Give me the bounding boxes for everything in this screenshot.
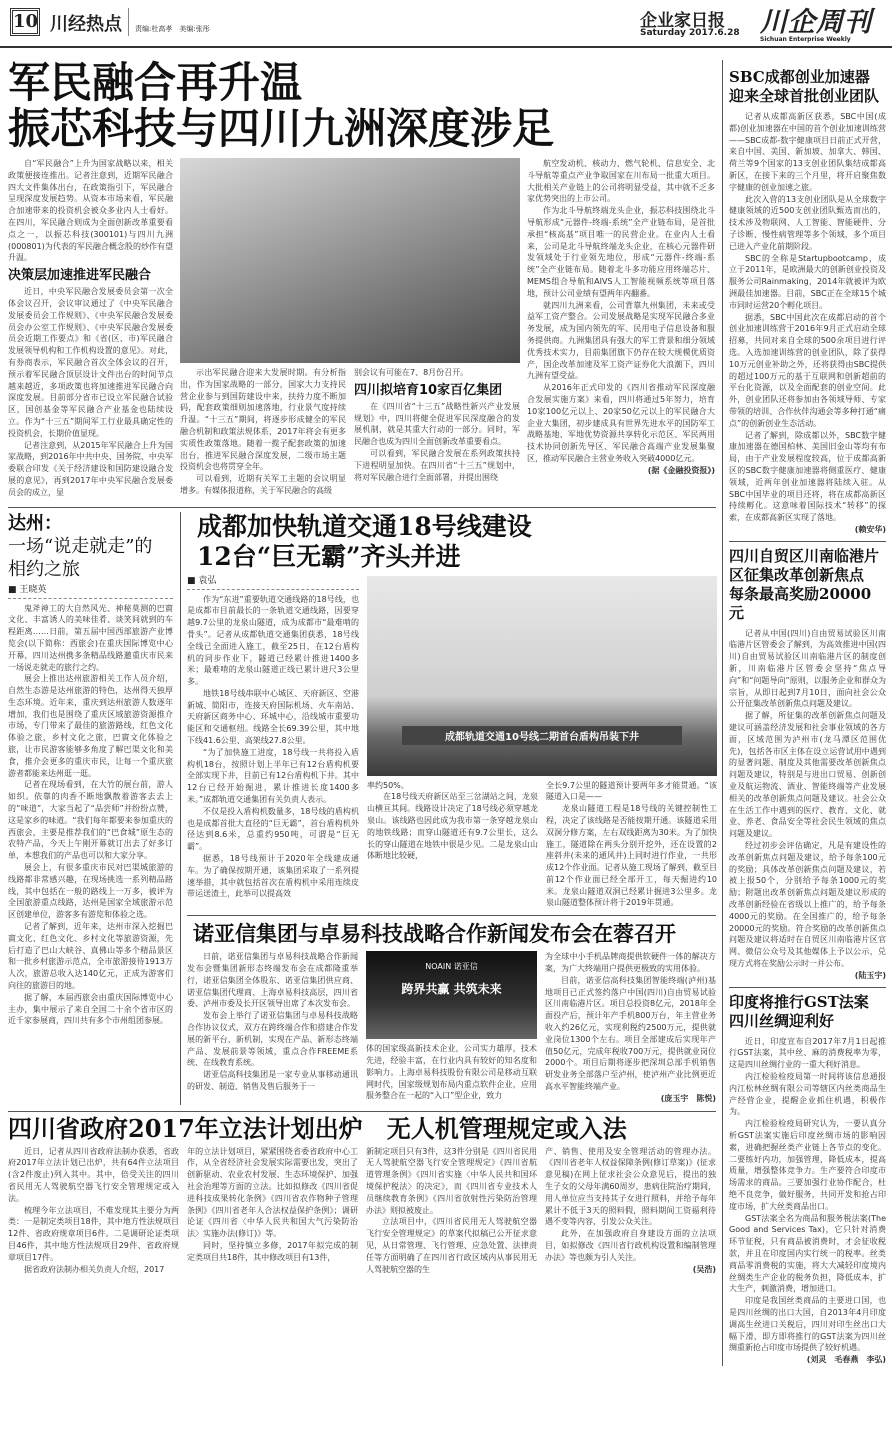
photo-logo-text: NOAIN 诺亚信 xyxy=(425,962,478,972)
article-gst xyxy=(729,993,886,1366)
source-credit: (刘灵 毛春燕 李弘) xyxy=(806,1355,886,1365)
paragraph: 据悉，18号线预计于2020年全线建成通车。为了确保按期开通，该集团采取了一系列提速举措，其中就包括首次在盾构机中采用连续皮带运送渣土，此举可以提高效 xyxy=(187,854,359,899)
paragraph: 年的立法计划项目，紧紧围绕省委省政府中心工作，从全省经济社会发展实际需要出发，突出了创新驱动、农业农村发展、生态环境保护、加强社会治理等方面的立法。比如拟修改《四川省促进科技成果转化条例》《四川省农作物种子管理条例》《四川省老年人合法权益保护条例》；调研论证《四川省〈中华人民共和国大气污染防治法〉实施办法(修订)》等。 xyxy=(187,1146,358,1239)
article-nuoya xyxy=(187,915,716,1104)
paragraph: 记者从成都高新区获悉，SBC中国(成都)创业加速器在中国的首个创业加速训练营——SBC成都-数字健康项目日前正式开营，来自中国、美国、新加坡、加拿大、韩国、荷兰等9个国家的13支创业团队集结成都高新区，在接下来的三个月里，将开启聚焦数字健康的创业加速之旅。 xyxy=(729,112,886,192)
paragraph: 近日，记者从四川省政府法制办获悉，省政府2017年立法计划已出炉，共有64件立法项目(含2件废止)列入其中。其中，倍受关注的四川省民用无人驾驶航空器飞行安全管理规定或入法。 xyxy=(8,1146,179,1203)
a1-col1 xyxy=(8,158,173,499)
legis-col1 xyxy=(8,1146,179,1276)
paragraph: “为了加快施工进度，18号线一共将投入盾构机18台，按照计划上半年已有12台盾构机要全部实现下井，目前已有12台盾构机下井。其中12台已经开始掘进，累计推进长度1400多米。”成都轨道交通集团有关负责人表示。 xyxy=(187,747,359,805)
headline-line-2: 四川丝绸迎利好 xyxy=(729,1011,835,1030)
a1-col3 xyxy=(354,367,520,497)
headline-ftz xyxy=(729,547,886,623)
paragraph: 龙泉山隧道工程是18号线的关键控制性工程，决定了该线路是否能按期开通。该隧道采用双洞分修方案，左右双线距离为30米。为了加快施工，隧道除在两头分别开挖外，还在设置的2座斜井(未来的通风井)上同时进行作业，一共形成12个作业面。记者从施工现场了解到，截至目前12个作业面已经全部开工，每天掘进约10米。龙泉山隧道双洞已经累计掘进3公里多。龙泉山隧道整体预计将于2019年贯通。 xyxy=(546,804,717,908)
factory-workers-photo xyxy=(180,158,520,363)
article-legislation xyxy=(8,1111,716,1276)
headline-line-1: 四川自贸区川南临港片 xyxy=(729,546,880,565)
rail-col1 xyxy=(187,594,359,901)
paragraph: 新制定项目只有3件，这3件分别是《四川省民用无人驾驶航空器飞行安全管理规定》《四川省航道管理条例》《四川省实施〈中华人民共和国环境保护税法〉的决定》，而《四川省专业技术人员继续教育条例》《四川省放射性污染防治管理办法》则拟被废止。 xyxy=(366,1146,537,1215)
issue-date: Saturday 2017.6.28 xyxy=(640,28,740,38)
nuoya-col2 xyxy=(366,1043,537,1102)
page-header xyxy=(0,0,892,48)
paragraph: 发布会上举行了诺亚信集团与卓易科技战略合作协议仪式，双方在跨终端合作和搭建合作发展的新平台、新机制，实现在产品、新形态终端产品、发展前景等领域，重点合作FREEME系统、在线教育系统。 xyxy=(187,1011,358,1068)
paragraph: 立法项目中，《四川省民用无人驾驶航空器飞行安全管理规定》的草案代拟稿已公开征求意见，从日常管理、飞行管理、应急处置、法律责任等方面明确了在四川省行政区域内从事民用无人驾驶航空器的生 xyxy=(366,1217,537,1274)
paragraph: 记者在现场看到，在大竹的展台前，游人如织。依靠的肉香不断地飘散着游客去去上的“味道”，大家当起了“品尝师”并纷纷点赞，这是家乡的味道。“我们每年都要来参加重庆的西旅会，主要是推荐我们的“巴食城”原生态的农特产品，今天上午刚开幕就订出去了好多订单，本想我们的产品也可以和大家分享。 xyxy=(8,780,173,861)
sbc-body xyxy=(729,111,886,536)
nuoya-col1 xyxy=(187,951,358,1104)
paragraph: 同时，坚持慎立多修，2017年拟完成的制定类项目共18件，其中修改项目有13件， xyxy=(187,1241,358,1262)
right-column xyxy=(722,60,886,1366)
paragraph: 据了解，所征集的改革创新焦点问题及建议可涵盖经济发展和社会事业领域的各方面，区域范围为泸州市(龙马潭区范围优先)，包括各市区主体在设立运营试用中遇到的显著问题、制度及其他需要改革创新焦点问题及建议，特别是与进出口贸易、创新创业及航运物流、酒业、智能终端等产业发展相关的改革创新焦点问题及建议。社会公众在生活工作中遇到的医疗、教育、文化、就业、养老、食品安全等社会民生领域的焦点问题及建议。 xyxy=(729,711,886,839)
source-credit: (赖安华) xyxy=(854,524,886,534)
paragraph: 示出军民融合迎来大发展时期。有分析指出，作为国家战略的一部分，国家大力支持民营企业参与到国防建设中来，扶持力度不断加码，配套政策细则加速落地，行业景气度持续升温。“十三五”期间，将逐步形成健全的军民融合机制和政策法规体系，2017年将会有更多实质性政策落地。随着一揽子配套政策的加速出台，推进军民融合深度发展，二级市场主题投资机会也将贯穿全年。 xyxy=(180,368,346,472)
photo-slogan: 跨界共赢 共筑未来 xyxy=(401,982,502,997)
headline-military-civil xyxy=(8,60,716,152)
headline-line-2: 迎来全球首批创业团队 xyxy=(729,87,880,105)
headline-line-1: 达州： xyxy=(8,512,62,534)
paragraph: 内江检验检疫局第一时间将该信息通报内江松林丝绸有限公司等辖区内丝类商品生产经营企业，提醒企业抓住机遇，积极作为。 xyxy=(729,1071,886,1117)
article-rail xyxy=(187,512,716,910)
dz-body xyxy=(8,603,173,1028)
headline-line-1: SBC成都创业加速器 xyxy=(729,68,870,86)
logo-text: 川企周刊 xyxy=(760,7,872,38)
paragraph: 据悉，SBC中国此次在成都启动的首个创业加速训练营于2016年9月正式启动全球招募，共同对来自全球的500余项目进行评选。入选加速训练营的创业团队，除了获得10万元创业补助之外，还将获得由SBC提供的超过100万元的基于互联网和创新超前的平台化资源，以及全面配套的创业空间。此外，创业团队还将参加由各领域导师、专家带领的培训、合作伙伴沟通会等多种打通“痛点”的创新创业生态活动。 xyxy=(729,312,886,428)
paragraph: 梳理今年立法项目，不难发现其主要分为两类：一是制定类项目18件，其中地方性法规项目12件、省政府规章项目6件。二是调研论证类项目46件，其中地方性法规项目29件、省政府规章项目17件。 xyxy=(8,1205,179,1262)
paragraph: 在《四川省“十三五”战略性新兴产业发展规划》中，四川将健全促进军民深度融合的发展机制，就是其重大行动的一部分。同时，军民融合也成为四川全面创新改革重要看点。 xyxy=(354,401,520,447)
paragraph: 目前，诺亚信高科技集团智能终端(泸州)基地项目已正式签约落户中国(四川)自由贸易试验区川南临港片区。项目总投资8亿元，2018年全面投产后，预计年产手机800万台，年主营业务收入约26亿元，实现利税约2500万元，提供就业岗位1300个左右。项目全部建成后实现年产值50亿元，完成年税收700万元，提供就业岗位2000个。项目后期将逐步把深圳总部手机销售研发业务全部落户至泸州，使泸州产业比例更近高水平智能终端产业。 xyxy=(545,975,716,1092)
paragraph: 航空发动机、核动力、燃气轮机、信息安全、北斗导航等重点产业争取国家在川布局一批重大项目。大批相关产业链上的公司将明显受益，其中就不乏多家优势突出的上市公司。 xyxy=(527,159,715,204)
a1-middle xyxy=(180,158,520,499)
paragraph: 就四川九洲来看，公司背靠九州集团，未来或受益军工资产整合。公司发展战略是实现军民融合多业务发展，成为国内领先的军、民用电子信息设备和服务提供商。九洲集团具有强大的军工背景和细分领域优秀技术实力，目前集团旗下仍存在较大规模优质资产，国企改革加速及军工资产证券化大浪潮下，四川九洲有望受益。 xyxy=(527,300,715,381)
rail-byline: ■ 袁弘 xyxy=(187,575,359,590)
paragraph: 诺亚信高科技集团是一家专业从事移动通讯的研发、制造、销售及售后服务于一 xyxy=(187,1070,358,1092)
paragraph: SBC的全称是Startupbootcamp，成立于2011年，是欧洲最大的创新创业投资及服务公司Rainmaking，2014年就被评为欧洲最佳加速器。目前，SBC正在全球15个城市同时运营20个孵化项目。 xyxy=(729,253,886,310)
press-conference-photo xyxy=(366,951,537,1039)
paper-name: 企业家日报 xyxy=(640,11,725,31)
headline-line-3: 每条最高奖励20000元 xyxy=(729,584,872,622)
headline-line-1: 军民融合再升温 xyxy=(8,58,303,107)
headline-line-1: 印度将推行GST法案 xyxy=(729,992,869,1011)
paragraph: 自“军民融合”上升为国家战略以来，相关政策便接连推出。记者注意到，近期军民融合四大文件集体出台，在政策指引下，军民融合呈现深度发展趋势。从资本市场来看，军民融合加速带来的投资机会被众多业内人士看好。在四川，军民融合则成为全面创新改革重要看点之一，以振芯科技(300101)与四川九洲(000801)为代表的军民融合概念股的炒作有望升温。 xyxy=(8,159,173,263)
paragraph: 近日，印度宣布自2017年7月1日起推行GST法案，其中丝、麻的消费税率为零，这是四川丝绸行业的一重大利好消息。 xyxy=(729,1036,886,1070)
paragraph: 全长9.7公里的隧道预计要两年多才能贯通。“该隧道入口是—— xyxy=(546,780,717,802)
source-credit: (据《金融投资报》) xyxy=(647,465,715,475)
legis-col2 xyxy=(187,1146,358,1276)
headline-line-2: 振芯科技与四川九洲深度涉足 xyxy=(8,104,555,153)
paragraph: 为全球中小手机品牌商提供软硬件一体的解决方案，为广大终端用户提供更极致的实用体验。 xyxy=(545,952,716,974)
divider xyxy=(729,987,886,988)
editors: 责编:杜高孝 美编:张彤 xyxy=(135,25,210,33)
paragraph: 不仅是投入盾构机数量多，18号线的盾构机也是成都首批大直径的“巨无霸”，首台盾构机外径达到8.6米，总重约950吨，可谓是“巨无霸”。 xyxy=(187,806,359,852)
nuoya-col3 xyxy=(545,951,716,1104)
a1-col2 xyxy=(180,367,346,497)
paragraph: 展会上推出达州旅游相关工作人员介绍，自然生态游是达州旅游的特色，达州得天独厚生态环境。近年来，重庆到达州旅游人数逐年增加，我们也是围绕了重庆区域旅游资源推介市场，专门带来了最佳的旅游路线，红色文化体验之旅，乡村文化之旅，巴賨文化体验之旅，让市民游客能够多角度了解巴渠文化和美食，推介会更多的重庆市民，让每一个重庆旅游者都能来达州逛一逛。 xyxy=(8,674,173,778)
logo-english: Sichuan Enterprise Weekly xyxy=(760,36,851,43)
headline-nuoya: 诺亚信集团与卓易科技战略合作新闻发布会在蓉召开 xyxy=(193,921,676,947)
paragraph: 鬼斧神工的大自然风光、神秘莫测的巴賨文化、丰富诱人的美味佳肴、谈笑间就到的车程距离……日前，第五届中国西部旅游产业博览会(以下简称：西旅会)在重庆国际博览中心开幕，四川达州携多条精品线路邀重庆市民来一场说走就走的旅行之约。 xyxy=(8,603,173,672)
paragraph: 此外，在加强政府自身建设方面的立法项目，如拟修改《四川省行政机构设置和编制管理办法》等也颇为引人关注。 xyxy=(545,1229,716,1262)
page-number: 10 xyxy=(10,8,40,36)
paragraph: 记者从中国(四川)自由贸易试验区川南临港片区管委会了解到，为高效推进中国(四川)自由贸易试验区川南临港片区的制度创新，川南临港片区管委会坚持“焦点导向”和“问题导向”原则，以服务企业和群众为宗旨，从即日起到7月10日，面向社会公众公开征集改革创新焦点问题及建议。 xyxy=(729,628,886,709)
headline-dazhou xyxy=(8,512,173,581)
paragraph: 据了解，本届西旅会由重庆国际博览中心主办，集中展示了来自全国二十余个省市区的近千家参展商，四川共有多个市州组团参展。 xyxy=(8,992,173,1026)
paragraph: 体的国家级高新技术企业，公司实力雄厚，技术先进，经验丰富，在行业内具有较好的知名度和影响力。上海卓易科技股份有限公司是移动互联网时代，国家级规划布局内重点软件企业，应用服务整合在一起的“入口”型企业，致力 xyxy=(366,1044,537,1101)
paragraph: 作为“东进”重要轨道交通线路的18号线，也是成都市目前最长的一条轨道交通线路，因要穿越9.7公里的龙泉山隧道，成为成都市“最难啃的骨头”。记者从成都轨道交通集团获悉，18号线全线已全面进入施工，截至25日，在12台盾构机的同步作业下，隧道已经累计推进1400多米；最难啃的龙泉山隧道正线已累计进尺3公里多。 xyxy=(187,594,359,687)
paragraph: GST法案全名为商品和服务税法案(The Good and Services Tax)，它只针对消费环节征税，只有商品被消费时，才会征收税款，并且在印度国内实行统一的税率。丝类商品零消费税的实施，将大大减轻印度境内丝绸类生产企业的税务负担，降低成本，扩大生产，刺激消费，增加进口。 xyxy=(729,1213,886,1294)
paragraph: 可以看到，近期有关军工主题的会议明显增多。有媒体报道称，关于军民融合的高级 xyxy=(180,474,346,495)
paragraph: 经过初步会评估确定，凡是有建设性的改革创新焦点问题及建议，给予每条100元的奖励；具体改革创新焦点问题及建议，若被上报50个，分别给予每条1000元的奖励；附题出改革创新焦点问题及建议形成的改革创新经验在省级以上推广的，给予每条4000元的奖励。在全国推广的，给予每条20000元的奖励。符合奖励的改革创新焦点问题及建议将适时在自贸区川南临港片区官网、微信公众号及其他媒体上予以公示，兑现方式将在奖励公示时一并公布。 xyxy=(729,841,886,968)
headline-line-2: 12台“巨无霸”齐头并进 xyxy=(197,541,461,571)
paragraph: 印度是我国丝类商品的主要进口国，也是四川丝绸的出口大国，自2013年4月印度调高生丝进口关税后，四川对印生丝出口大幅下滑，即方即将推行的GST法案为四川丝绸重新抢占印度市场提供了较好机遇。 xyxy=(729,1296,886,1353)
subheading: 四川拟培育10家百亿集团 xyxy=(354,382,503,398)
paragraph: 作为北斗导航终端龙头企业，振芯科技围绕北斗导航形成“元器件-终端-系统”全产业链布局，是首批承担“核高基”项目唯一的民营企业。在业内人士看来，公司是北斗导航终端龙头企业，在核心元器件研发领域处于行业领先地位，形成“元器件-终端-系统”全产业链布局。随着北斗多功能应用终端芯片、MEMS组合导航和AIVS人工智能视频系统等项目落地，预计公司业绩有望两年内翻番。 xyxy=(527,206,715,298)
paragraph: 从2016年正式印发的《四川省推动军民深度融合发展实施方案》来看，四川将通过5年努力，培育10家100亿元以上、20家50亿元以上的军民融合大企业大集团，初步建成具有世界先进水平的国防军工战略基地、军地优势资源共享转化示范区、军民两用技术协同创新先导区、军民融合高端产业发展集聚区，推动军民融合主营业务收入突破4000亿元。 xyxy=(527,383,715,463)
headline-rail xyxy=(187,512,716,572)
paragraph: 在18号线天府新区站至三岔湖站之间，龙泉山横亘其间。线路设计决定了18号线必须穿越龙泉山。该线路也因此成为我市第一条穿越龙泉山的地铁线路；而穿山隧道还有9.7公里长，这么长的穿山隧道在地铁中很是少见。二是龙泉山山体断地比较硬， xyxy=(367,792,538,861)
headline-line-2: 一场“说走就走”的 xyxy=(8,535,153,557)
paragraph: 记者了解到，近年来，达州市深入挖掘巴賨文化、红色文化、乡村文化等旅游资源，先后打造了巴山大峡谷、真佛山等多个精品景区和一批乡村旅游示范点，全市旅游接待1913万人次，旅游总收入达140亿元，正成为游客们向往的旅游目的地。 xyxy=(8,922,173,991)
source-credit: (吴浩) xyxy=(692,1264,716,1274)
gst-body xyxy=(729,1036,886,1366)
rail-col3 xyxy=(546,780,717,910)
logo xyxy=(760,0,880,44)
source-credit: (陆玉宇) xyxy=(854,970,886,980)
paragraph: 近日，中央军民融合发展委员会第一次全体会议召开，会议审议通过了《中央军民融合发展委员会工作规则》、《中央军民融合发展委员会办公室工作规则》、《中央军民融合发展委员会近期工作要点》和《省(区、市)军民融合发展领导机构和工作机构设置的意见》。对此，有券商表示，军民融合首次全体会议的召开，预示着军民融合顶层设计文件出台的时间节点越来越近，多项政策也将加速推进军民融合向深度发展。目前部分省市已设立军民融合试验区，国创基金等军民融合产业基金也陆续设立。作为“十三五”期间军工行业最具确定性的投资机会，长期价值显现。 xyxy=(8,287,173,438)
paragraph: 据省政府法制办相关负责人介绍，2017 xyxy=(24,1264,165,1274)
headline-gst xyxy=(729,993,886,1031)
a1-col4 xyxy=(527,158,715,499)
ftz-body xyxy=(729,628,886,982)
paragraph: 此次入营的13支创业团队是从全球数字健康领域的近500支创业团队甄选而出的，技术涉及物联网、人工智能、智能硬件、分子诊断、慢性病管理等多个领域，多个项目已进入产业化前期阶段。 xyxy=(729,194,886,251)
headline-line-1: 成都加快轨道交通18号线建设 xyxy=(197,511,532,541)
legis-col3 xyxy=(366,1146,537,1276)
paragraph: 产、销售、使用及安全管理活动的管理办法。《四川省老年人权益保障条例(修订草案)》(征求意见稿)在网上征求社会公众意见后，提出的独生子女的父母年满60周岁，患病住院治疗期间，用人单位应当支持其子女进行照料，并给予每年累计不低于3天的照料假，照料期间工资福利待遇不变等内容，引发公众关注。 xyxy=(545,1146,716,1227)
headline-line-2: 区征集改革创新焦点 xyxy=(729,565,865,584)
headline-sbc xyxy=(729,68,886,106)
paragraph: 展会上，有很多重庆市民对巴渠城旅游的线路都非常感兴趣，在现场挑选一系列精品路线，其中包括在一般的路线上一万多，被评为全国旅游重点线路，达州是国家全域旅游示范区创建单位，游客多有游览和体验之选。 xyxy=(8,863,173,920)
article-dazhou xyxy=(8,512,173,1105)
section-name: 川经热点 xyxy=(50,14,122,35)
headline-line-3: 相约之旅 xyxy=(8,558,80,580)
tunnel-crane-photo xyxy=(367,576,717,776)
photo-banner: 成都轨道交通10号线二期首台盾构吊装下井 xyxy=(402,726,682,745)
paragraph: 内江检验检疫局研究认为，一要认真分析GST法案实施后印度丝绸市场的影响因素，进确把握丝类产业链上各节点的变化。二要练好内功，加强管理，降低成本，提高质量，增强整体竞争力。生产要符合印度市场需求的商品。三要加强行业协作配合，杜绝不良竞争，做好服务，共同开发和抢占印度市场，扩大丝类商品出口。 xyxy=(729,1119,886,1211)
legis-col4 xyxy=(545,1146,716,1276)
divider xyxy=(729,541,886,542)
article-ftz xyxy=(729,547,886,982)
article-sbc xyxy=(729,68,886,536)
paragraph: 记者注意到，从2015年军民融合上升为国家战略，到2016年中共中央、国务院、中央军委联合印发《关于经济建设和国防建设融合发展的意见》，再到2017年中央军民融合发展委员会的成立，显 xyxy=(8,440,173,497)
paragraph: 日前，诺亚信集团与卓易科技战略合作新闻发布会暨集团新形态终端发布会在成都隆重举行，诺亚信集团全体股东、诺亚信集团供应商、诺亚信集团代理商、上海卓易科技高层，四川省委、泸州市委及长开区领导出席了本次发布会。 xyxy=(187,952,358,1009)
article-military-civil xyxy=(8,60,716,499)
headline-legislation: 四川省政府2017年立法计划出炉 无人机管理规定或入法 xyxy=(8,1113,627,1143)
paragraph: 地铁18号线串联中心城区、天府新区、空港新城、简阳市，连接天府国际机场、火车南站、天府新区商务中心、环城中心，沿线城市重要功能区和交通枢纽。线路全长69.39公里，其中地下线41.6公里、高架线27.8公里。 xyxy=(187,688,359,746)
source-credit: (庞玉宇 陈悦) xyxy=(660,1093,716,1103)
dz-byline: ■ 王晓英 xyxy=(8,584,173,599)
rail-col2 xyxy=(367,780,538,910)
header-divider xyxy=(128,8,129,36)
paragraph: 率约50%。 xyxy=(367,780,409,790)
paragraph: 别会议有可能在7、8月份召开。 xyxy=(354,368,469,377)
subheading: 决策层加速推进军民融合 xyxy=(8,268,152,284)
paragraph: 记者了解到，除成都以外，SBC数字健康加速器在德国柏林、美国旧金山等均有布局，由于产业发展程度较高，位于成都高新区的SBC数字健康加速器将侧重医疗、健康领域，近两年创业加速器将陆续入驻。从SBC中国毕业的项目还将，将在成都高新区持续孵化。这意味着国际技术“转移”的探索，在成都高新区实现了落地。 xyxy=(729,430,886,523)
paragraph: 可以看到，军民融合发展在系列政策扶持下进程明显加快。在四川省“十三五”规划中，将对军民融合进行全面部署，并提出围绕 xyxy=(354,448,520,482)
